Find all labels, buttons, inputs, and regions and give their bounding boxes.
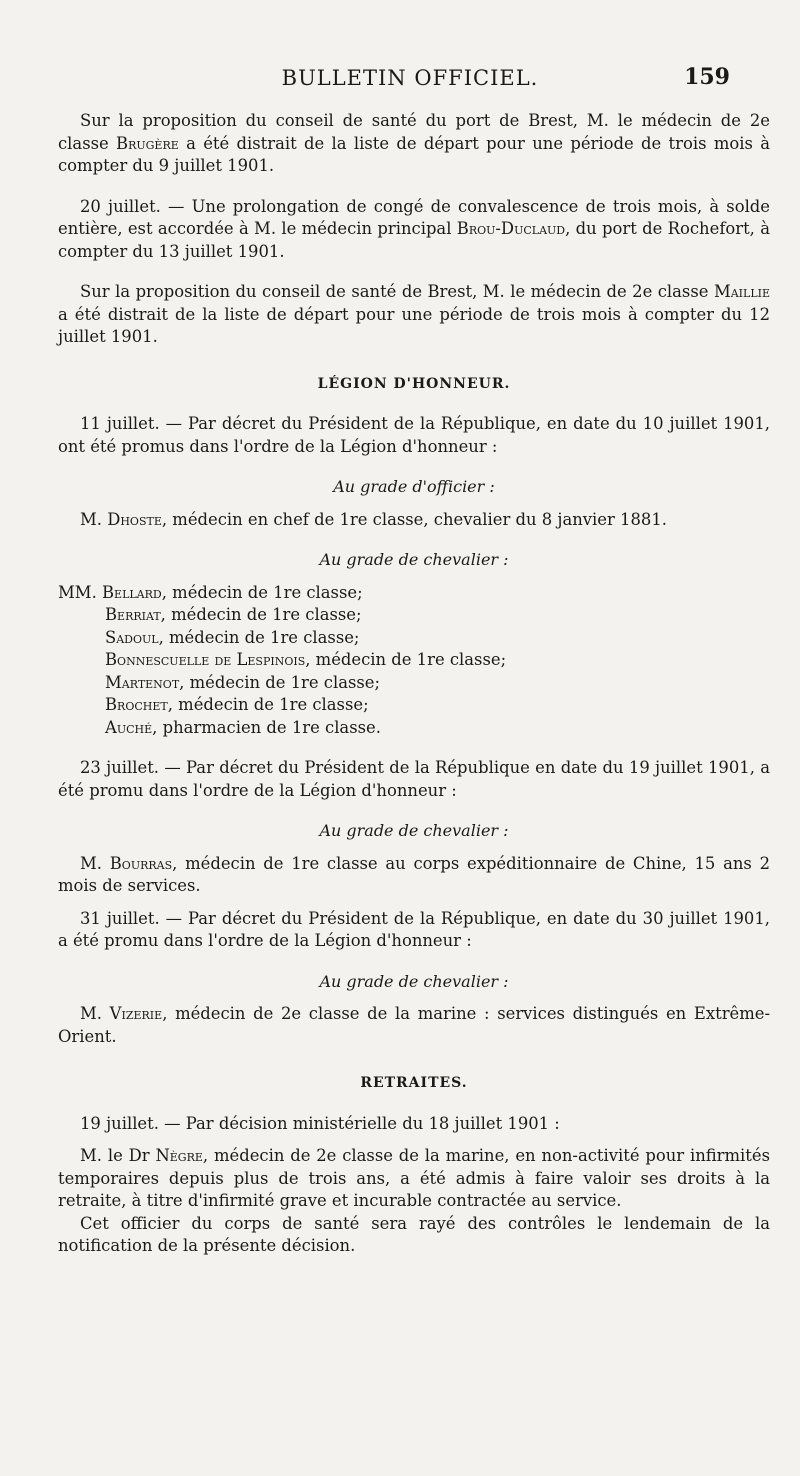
text-segment: , médecin de 1re classe; (161, 582, 363, 602)
list-item (58, 604, 770, 627)
chevalier-vizerie (58, 1003, 770, 1048)
text-segment: M. (80, 853, 110, 873)
person-name: Bonnescuelle de Lespinois (105, 650, 306, 669)
text-segment: Sur la proposition du conseil de santé de Brest, M. le médecin de 2e classe (80, 282, 714, 301)
text-segment: M. le Dr (80, 1146, 156, 1165)
page-body (58, 110, 770, 1258)
retraite-negre (58, 1145, 770, 1213)
person-name: Brugère (116, 133, 179, 153)
text-segment: Sur la proposition du conseil de santé du port de Brest, M. le médecin de 2e classe (58, 111, 770, 153)
decree-23-juillet: 23 juillet. — Par décret du Président de la République en date du 19 juillet 1901, a été promu dans l'ordre de la Légion d'honneur : (58, 758, 770, 800)
section-heading-retraites: RETRAITES. (360, 1075, 468, 1091)
text-segment: a été distrait de la liste de départ pour une période de trois mois à compter du 12 juillet 1901. (58, 304, 770, 346)
officier-dhoste (58, 509, 770, 532)
person-name: Brou-Duclaud (456, 219, 566, 238)
subheading-chevalier-2: Au grade de chevalier : (319, 821, 509, 840)
text-segment: , médecin de 1re classe; (305, 650, 507, 669)
person-name: Maillie (713, 282, 770, 301)
paragraph-maillie (58, 281, 770, 349)
text-segment: , médecin de 1re classe; (167, 695, 369, 714)
running-title: BULLETIN OFFICIEL. (281, 66, 539, 90)
text-segment: , médecin de 2e classe de la marine, en non-activité pour infirmités temporaires depuis plus de trois ans, a été admis à faire valoir ses droits à la retraite, à titre d'infirmité grave et incurable contractée au service. (58, 1146, 771, 1210)
text-segment: , médecin de 1re classe au corps expéditionnaire de Chine, 15 ans 2 mois de services. (58, 853, 770, 895)
person-name: Bellard (102, 582, 162, 602)
section-heading-legion: LÉGION D'HONNEUR. (317, 375, 511, 392)
text-segment: , médecin de 1re classe; (179, 672, 381, 692)
decree-31-juillet: 31 juillet. — Par décret du Président de la République, en date du 30 juillet 1901, a été promu dans l'ordre de la Légion d'honneur : (58, 908, 770, 950)
list-item (58, 717, 770, 740)
person-name: Bourras (109, 853, 173, 873)
person-name: Sadoul (105, 627, 159, 647)
person-name: Martenot (105, 672, 180, 692)
subheading-officier: Au grade d'officier : (333, 477, 495, 496)
person-name: Dhoste (107, 509, 162, 529)
list-item (58, 649, 770, 672)
text-segment: , médecin de 1re classe; (160, 605, 362, 624)
text-segment: , du port de Rochefort, à compter du 13 juillet 1901. (58, 219, 770, 261)
paragraph-brest-brugere (58, 110, 770, 178)
text-segment: M. (80, 509, 108, 529)
text-segment: , médecin de 1re classe; (158, 627, 360, 647)
chevalier-bourras (58, 853, 770, 898)
text-segment: , pharmacien de 1re classe. (152, 717, 381, 737)
text-segment: M. (80, 1004, 110, 1023)
paragraph-brou-duclaud (58, 196, 770, 264)
chevalier-list (58, 582, 770, 740)
decree-11-juillet: 11 juillet. — Par décret du Président de la République, en date du 10 juillet 1901, ont été promus dans l'ordre de la Légion d'honneur : (58, 414, 770, 456)
person-name: Brochet (105, 695, 168, 714)
subheading-chevalier-3: Au grade de chevalier : (319, 971, 509, 991)
person-name: Auché (105, 717, 153, 737)
text-segment: a été distrait de la liste de départ pour une période de trois mois à compter du 9 juillet 1901. (58, 133, 770, 175)
text-segment: MM. (58, 582, 102, 602)
person-name: Vizerie (109, 1004, 163, 1023)
subheading-chevalier-1: Au grade de chevalier : (319, 550, 509, 569)
person-name: Nègre (155, 1146, 203, 1165)
page-header (60, 58, 760, 98)
list-item (58, 694, 770, 717)
retraite-closing: Cet officier du corps de santé sera rayé des contrôles le lendemain de la notification de la présente décision. (58, 1213, 770, 1255)
text-segment: 20 juillet. — Une prolongation de congé de convalescence de trois mois, à solde entière, est accordée à M. le médecin principal (58, 196, 770, 238)
text-segment: , médecin de 2e classe de la marine : services distingués en Extrême-Orient. (58, 1004, 771, 1046)
list-item (58, 672, 770, 695)
decision-19-juillet: 19 juillet. — Par décision ministérielle du 18 juillet 1901 : (80, 1113, 560, 1133)
text-segment: , médecin en chef de 1re classe, chevalier du 8 janvier 1881. (161, 509, 667, 529)
page-number: 159 (684, 64, 730, 90)
person-name: Berriat (105, 605, 161, 624)
list-item (58, 582, 770, 605)
list-item (58, 627, 770, 650)
